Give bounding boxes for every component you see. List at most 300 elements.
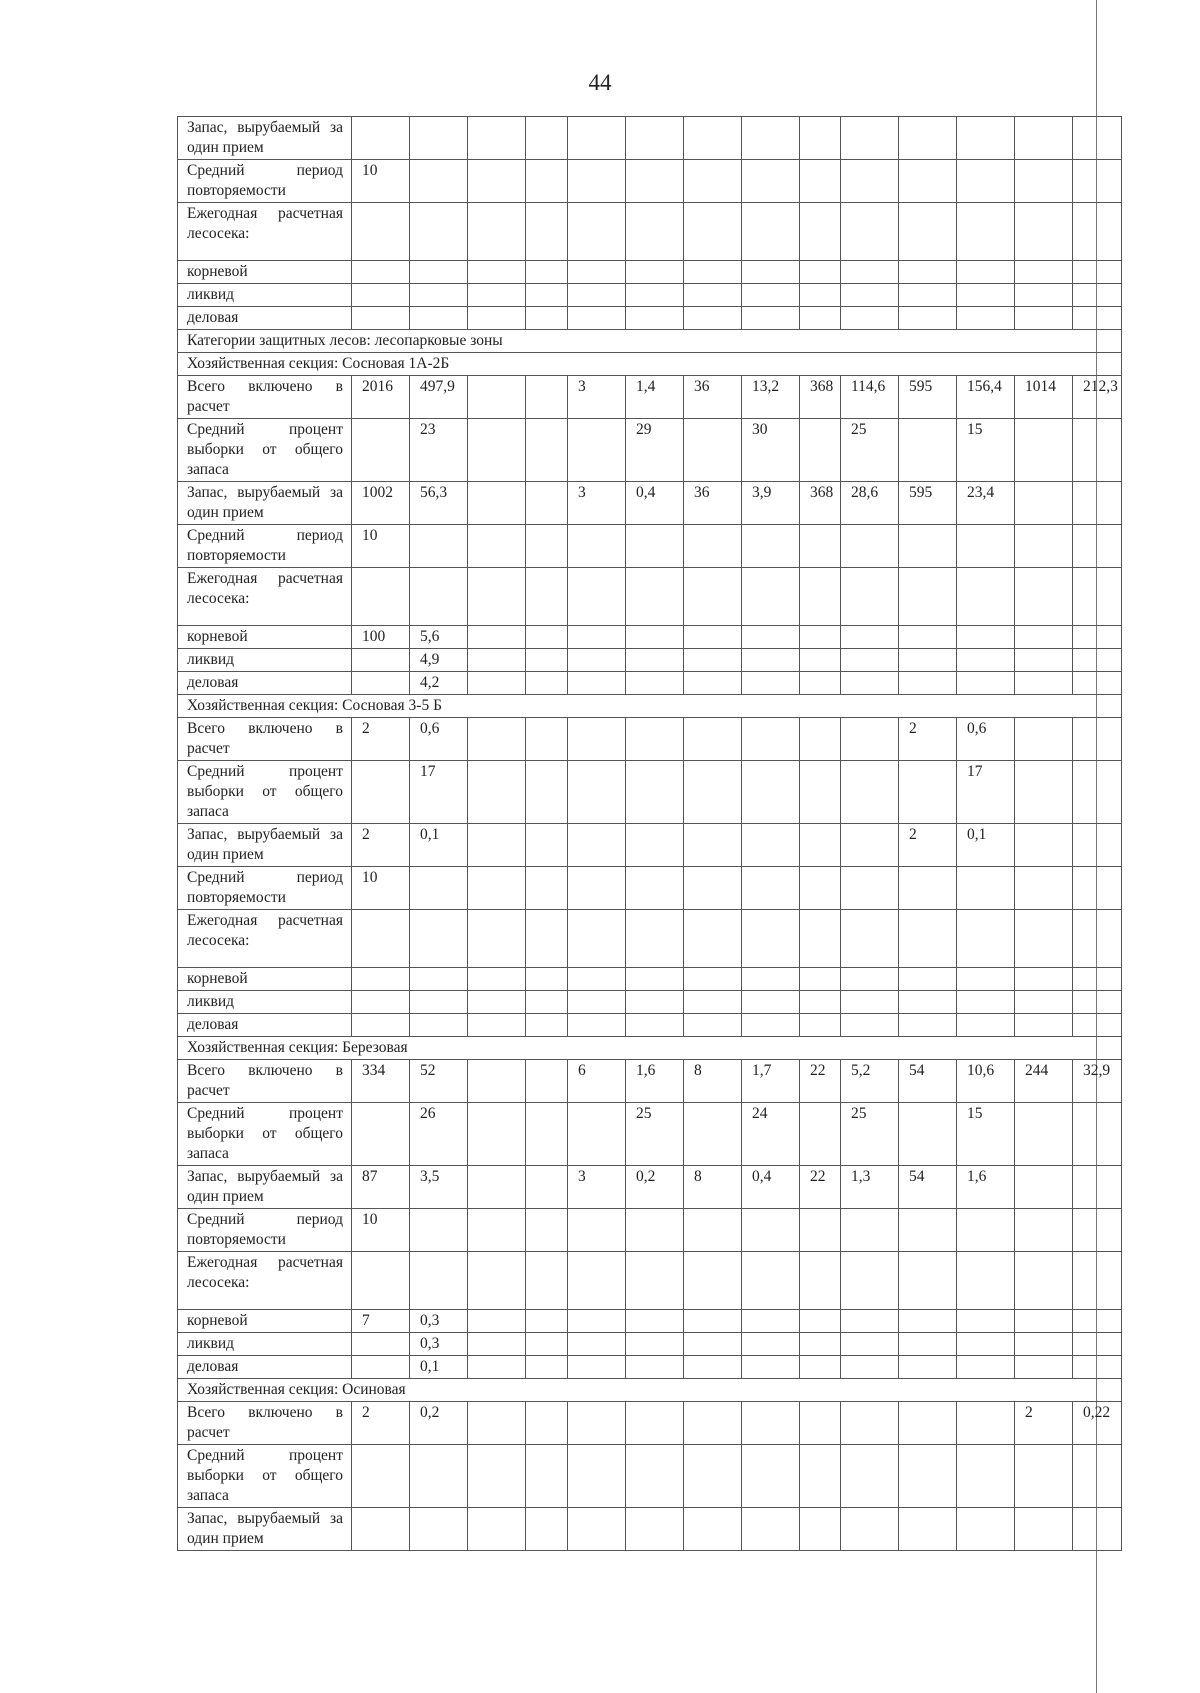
table-cell xyxy=(468,160,526,203)
section-heading: Категории защитных лесов: лесопарковые зоны xyxy=(178,330,1122,353)
table-cell xyxy=(1015,525,1073,568)
table-cell xyxy=(352,991,410,1014)
table-cell xyxy=(410,1252,468,1310)
table-cell xyxy=(410,1209,468,1252)
table-row xyxy=(178,1356,1122,1379)
table-cell xyxy=(800,1445,841,1508)
table-cell: 26 xyxy=(410,1103,468,1166)
table-cell xyxy=(957,649,1015,672)
table-cell: 13,2 xyxy=(742,376,800,419)
table-cell xyxy=(684,968,742,991)
row-label: Запас, вырубаемый за один прием xyxy=(178,482,352,525)
table-cell xyxy=(410,307,468,330)
table-cell xyxy=(684,761,742,824)
table-cell xyxy=(899,117,957,160)
table-cell: 23 xyxy=(410,419,468,482)
table-cell xyxy=(841,1209,899,1252)
table-cell xyxy=(1015,824,1073,867)
table-cell xyxy=(526,376,568,419)
table-cell xyxy=(352,1014,410,1037)
table-cell xyxy=(410,991,468,1014)
row-label: Запас, вырубаемый за один прием xyxy=(178,1508,352,1551)
table-row xyxy=(178,1445,1122,1508)
section-row xyxy=(178,1037,1122,1060)
table-cell xyxy=(899,525,957,568)
table-cell: 3,5 xyxy=(410,1166,468,1209)
table-cell xyxy=(468,968,526,991)
table-row xyxy=(178,649,1122,672)
table-cell xyxy=(742,626,800,649)
table-cell xyxy=(468,261,526,284)
table-cell xyxy=(684,626,742,649)
table-cell xyxy=(1015,968,1073,991)
table-cell xyxy=(352,203,410,261)
table-cell: 2 xyxy=(352,1402,410,1445)
table-cell xyxy=(957,1445,1015,1508)
row-label: ликвид xyxy=(178,1333,352,1356)
table-cell xyxy=(568,991,626,1014)
table-cell xyxy=(742,1252,800,1310)
table-row xyxy=(178,672,1122,695)
table-cell xyxy=(742,1014,800,1037)
table-cell xyxy=(468,626,526,649)
table-cell xyxy=(568,1252,626,1310)
table-cell xyxy=(1015,203,1073,261)
table-cell xyxy=(899,1508,957,1551)
table-cell xyxy=(568,117,626,160)
table-cell xyxy=(626,718,684,761)
table-cell xyxy=(468,672,526,695)
table-cell xyxy=(742,284,800,307)
table-cell xyxy=(626,117,684,160)
table-cell xyxy=(742,672,800,695)
row-label: корневой xyxy=(178,626,352,649)
table-cell xyxy=(468,419,526,482)
table-cell: 15 xyxy=(957,1103,1015,1166)
table-cell xyxy=(568,1356,626,1379)
table-cell xyxy=(742,649,800,672)
table-cell xyxy=(684,419,742,482)
table-cell xyxy=(410,1014,468,1037)
table-cell xyxy=(1073,910,1122,968)
table-row xyxy=(178,761,1122,824)
table-cell xyxy=(800,761,841,824)
table-cell xyxy=(468,1508,526,1551)
table-cell xyxy=(568,824,626,867)
table-cell xyxy=(742,203,800,261)
table-cell xyxy=(957,568,1015,626)
row-label: Всего включено в расчет xyxy=(178,1060,352,1103)
table-cell xyxy=(800,718,841,761)
table-cell xyxy=(742,1445,800,1508)
table-row xyxy=(178,525,1122,568)
table-cell xyxy=(626,1333,684,1356)
table-cell xyxy=(1015,761,1073,824)
table-cell xyxy=(800,910,841,968)
table-cell xyxy=(957,672,1015,695)
table-cell xyxy=(626,525,684,568)
table-cell: 3 xyxy=(568,376,626,419)
table-cell xyxy=(468,307,526,330)
table-cell: 0,2 xyxy=(626,1166,684,1209)
table-cell xyxy=(1015,649,1073,672)
table-cell xyxy=(841,203,899,261)
table-cell xyxy=(742,1508,800,1551)
table-cell: 0,6 xyxy=(410,718,468,761)
table-cell xyxy=(468,1166,526,1209)
table-row xyxy=(178,1166,1122,1209)
row-label: Всего включено в расчет xyxy=(178,718,352,761)
table-cell: 0,2 xyxy=(410,1402,468,1445)
table-cell xyxy=(899,1209,957,1252)
table-cell xyxy=(1073,867,1122,910)
table-cell xyxy=(742,568,800,626)
row-label: Средний период повторяемости xyxy=(178,160,352,203)
table-cell xyxy=(1015,1209,1073,1252)
table-cell xyxy=(957,1402,1015,1445)
table-cell: 36 xyxy=(684,376,742,419)
table-cell xyxy=(1073,968,1122,991)
table-cell xyxy=(1073,626,1122,649)
table-cell xyxy=(841,1356,899,1379)
table-cell: 4,2 xyxy=(410,672,468,695)
section-row xyxy=(178,1379,1122,1402)
table-cell xyxy=(568,761,626,824)
table-row xyxy=(178,968,1122,991)
table-cell: 368 xyxy=(800,376,841,419)
table-cell xyxy=(410,117,468,160)
table-cell xyxy=(468,1252,526,1310)
table-cell xyxy=(841,284,899,307)
table-cell: 0,1 xyxy=(410,1356,468,1379)
table-cell: 10,6 xyxy=(957,1060,1015,1103)
table-cell xyxy=(468,117,526,160)
row-label: Средний период повторяемости xyxy=(178,1209,352,1252)
row-label: Запас, вырубаемый за один прием xyxy=(178,117,352,160)
table-cell xyxy=(1015,672,1073,695)
table-cell xyxy=(957,1252,1015,1310)
table-cell: 0,3 xyxy=(410,1333,468,1356)
row-label: деловая xyxy=(178,1014,352,1037)
table-cell xyxy=(684,991,742,1014)
row-label: Средний период повторяемости xyxy=(178,525,352,568)
table-cell xyxy=(526,718,568,761)
table-cell xyxy=(957,1310,1015,1333)
table-cell xyxy=(526,261,568,284)
table-cell xyxy=(684,261,742,284)
table-cell xyxy=(1073,761,1122,824)
table-row xyxy=(178,376,1122,419)
table-cell xyxy=(626,672,684,695)
table-cell: 244 xyxy=(1015,1060,1073,1103)
table-cell xyxy=(568,261,626,284)
table-cell xyxy=(1073,649,1122,672)
table-cell xyxy=(468,718,526,761)
table-cell xyxy=(410,1445,468,1508)
table-cell xyxy=(957,991,1015,1014)
table-cell xyxy=(742,991,800,1014)
table-cell xyxy=(626,307,684,330)
table-cell xyxy=(526,1333,568,1356)
row-label: Всего включено в расчет xyxy=(178,376,352,419)
table-cell xyxy=(626,160,684,203)
table-cell: 10 xyxy=(352,1209,410,1252)
table-cell: 595 xyxy=(899,376,957,419)
table-cell xyxy=(1015,1445,1073,1508)
table-cell xyxy=(957,203,1015,261)
table-cell xyxy=(526,482,568,525)
table-row xyxy=(178,1060,1122,1103)
table-cell xyxy=(626,1209,684,1252)
table-cell xyxy=(352,672,410,695)
table-cell xyxy=(841,117,899,160)
table-cell xyxy=(568,419,626,482)
table-cell xyxy=(568,867,626,910)
row-label: корневой xyxy=(178,261,352,284)
table-cell xyxy=(626,261,684,284)
table-cell xyxy=(526,203,568,261)
table-cell xyxy=(1015,910,1073,968)
table-cell xyxy=(352,568,410,626)
table-cell xyxy=(626,910,684,968)
table-cell: 100 xyxy=(352,626,410,649)
table-cell xyxy=(1015,284,1073,307)
table-cell: 15 xyxy=(957,419,1015,482)
table-cell xyxy=(684,1310,742,1333)
table-cell xyxy=(742,1209,800,1252)
table-cell xyxy=(352,1508,410,1551)
table-cell: 29 xyxy=(626,419,684,482)
table-row xyxy=(178,568,1122,626)
table-row xyxy=(178,824,1122,867)
table-cell xyxy=(468,991,526,1014)
table-cell xyxy=(800,968,841,991)
table-cell xyxy=(742,824,800,867)
table-cell: 3 xyxy=(568,1166,626,1209)
table-cell xyxy=(410,525,468,568)
table-cell xyxy=(568,626,626,649)
table-cell xyxy=(526,1252,568,1310)
table-cell xyxy=(800,1333,841,1356)
table-cell xyxy=(1015,718,1073,761)
table-cell xyxy=(526,1103,568,1166)
table-cell: 497,9 xyxy=(410,376,468,419)
table-cell xyxy=(568,525,626,568)
table-cell xyxy=(1073,1508,1122,1551)
table-cell xyxy=(800,1103,841,1166)
table-cell xyxy=(841,867,899,910)
table-cell xyxy=(957,261,1015,284)
table-cell xyxy=(841,1445,899,1508)
table-cell xyxy=(684,672,742,695)
table-cell xyxy=(800,160,841,203)
table-cell xyxy=(468,284,526,307)
table-cell xyxy=(841,1014,899,1037)
table-cell xyxy=(841,307,899,330)
table-cell xyxy=(352,284,410,307)
table-cell: 17 xyxy=(957,761,1015,824)
table-cell xyxy=(841,649,899,672)
table-cell xyxy=(1073,203,1122,261)
table-cell xyxy=(684,160,742,203)
table-cell xyxy=(352,649,410,672)
table-cell: 36 xyxy=(684,482,742,525)
table-cell xyxy=(800,1508,841,1551)
table-cell xyxy=(899,991,957,1014)
section-heading: Хозяйственная секция: Осиновая xyxy=(178,1379,1122,1402)
table-row xyxy=(178,910,1122,968)
row-label: ликвид xyxy=(178,284,352,307)
table-cell xyxy=(468,525,526,568)
table-cell xyxy=(800,568,841,626)
table-cell xyxy=(352,117,410,160)
table-cell xyxy=(1015,117,1073,160)
table-cell xyxy=(468,376,526,419)
table-cell: 22 xyxy=(800,1166,841,1209)
table-cell xyxy=(568,160,626,203)
table-row xyxy=(178,1103,1122,1166)
table-cell xyxy=(957,117,1015,160)
table-cell xyxy=(1073,991,1122,1014)
table-cell xyxy=(352,1333,410,1356)
table-cell xyxy=(468,1356,526,1379)
table-cell xyxy=(841,568,899,626)
table-cell xyxy=(352,1445,410,1508)
section-heading: Хозяйственная секция: Сосновая 1А-2Б xyxy=(178,353,1122,376)
table-cell: 22 xyxy=(800,1060,841,1103)
table-row xyxy=(178,991,1122,1014)
table-cell xyxy=(899,261,957,284)
table-cell xyxy=(526,1508,568,1551)
table-cell xyxy=(568,284,626,307)
table-cell xyxy=(841,910,899,968)
table-cell xyxy=(800,1209,841,1252)
table-cell xyxy=(841,261,899,284)
table-cell: 32,9 xyxy=(1073,1060,1122,1103)
table-cell xyxy=(626,1402,684,1445)
table-cell xyxy=(800,824,841,867)
table-cell xyxy=(742,1333,800,1356)
table-cell xyxy=(742,117,800,160)
table-cell xyxy=(742,1402,800,1445)
table-cell xyxy=(1015,568,1073,626)
table-cell xyxy=(568,968,626,991)
table-cell xyxy=(684,824,742,867)
table-cell: 25 xyxy=(841,1103,899,1166)
table-cell xyxy=(800,419,841,482)
table-cell xyxy=(899,672,957,695)
table-cell xyxy=(1073,284,1122,307)
table-cell xyxy=(526,160,568,203)
table-cell xyxy=(957,307,1015,330)
table-row xyxy=(178,718,1122,761)
table-cell xyxy=(626,626,684,649)
row-label: Всего включено в расчет xyxy=(178,1402,352,1445)
table-cell xyxy=(468,1402,526,1445)
table-cell: 0,4 xyxy=(742,1166,800,1209)
table-cell xyxy=(526,968,568,991)
table-cell xyxy=(800,261,841,284)
table-row xyxy=(178,626,1122,649)
table-cell xyxy=(410,261,468,284)
row-label: деловая xyxy=(178,672,352,695)
table-cell xyxy=(626,761,684,824)
table-cell xyxy=(684,568,742,626)
table-cell xyxy=(526,419,568,482)
table-cell xyxy=(526,1402,568,1445)
table-row xyxy=(178,1508,1122,1551)
table-cell xyxy=(468,761,526,824)
table-cell: 0,3 xyxy=(410,1310,468,1333)
table-row xyxy=(178,1014,1122,1037)
table-cell: 3 xyxy=(568,482,626,525)
table-cell xyxy=(899,1445,957,1508)
table-cell xyxy=(800,284,841,307)
table-cell: 0,1 xyxy=(957,824,1015,867)
table-cell xyxy=(1015,1356,1073,1379)
table-cell: 368 xyxy=(800,482,841,525)
table-cell xyxy=(526,1356,568,1379)
table-cell: 10 xyxy=(352,867,410,910)
table-cell xyxy=(626,568,684,626)
table-cell: 1014 xyxy=(1015,376,1073,419)
row-label: Средний период повторяемости xyxy=(178,867,352,910)
table-cell xyxy=(352,1356,410,1379)
table-cell xyxy=(684,1356,742,1379)
table-cell xyxy=(468,1209,526,1252)
table-cell xyxy=(800,1014,841,1037)
table-cell xyxy=(568,649,626,672)
table-cell xyxy=(410,1508,468,1551)
table-cell xyxy=(841,626,899,649)
table-cell xyxy=(1015,991,1073,1014)
table-cell xyxy=(841,1252,899,1310)
table-cell xyxy=(899,626,957,649)
row-label: деловая xyxy=(178,307,352,330)
table-cell xyxy=(526,1014,568,1037)
table-cell xyxy=(626,1310,684,1333)
table-cell xyxy=(684,1445,742,1508)
table-cell xyxy=(1015,1252,1073,1310)
table-cell xyxy=(800,1310,841,1333)
table-cell xyxy=(899,761,957,824)
row-label: корневой xyxy=(178,1310,352,1333)
table-cell xyxy=(526,910,568,968)
table-cell xyxy=(626,824,684,867)
table-cell xyxy=(526,824,568,867)
table-cell xyxy=(526,525,568,568)
table-cell: 0,1 xyxy=(410,824,468,867)
table-cell xyxy=(899,284,957,307)
table-cell xyxy=(626,284,684,307)
table-cell xyxy=(1073,1310,1122,1333)
table-cell xyxy=(899,968,957,991)
table-cell xyxy=(841,968,899,991)
table-cell xyxy=(410,910,468,968)
table-cell: 4,9 xyxy=(410,649,468,672)
table-cell xyxy=(1073,824,1122,867)
table-cell xyxy=(1073,1209,1122,1252)
table-cell xyxy=(568,1333,626,1356)
row-label: корневой xyxy=(178,968,352,991)
table-cell xyxy=(1073,1103,1122,1166)
table-cell xyxy=(568,1014,626,1037)
table-cell xyxy=(626,1356,684,1379)
table-cell xyxy=(957,1014,1015,1037)
table-cell xyxy=(899,1252,957,1310)
table-cell xyxy=(899,1014,957,1037)
table-cell xyxy=(684,525,742,568)
